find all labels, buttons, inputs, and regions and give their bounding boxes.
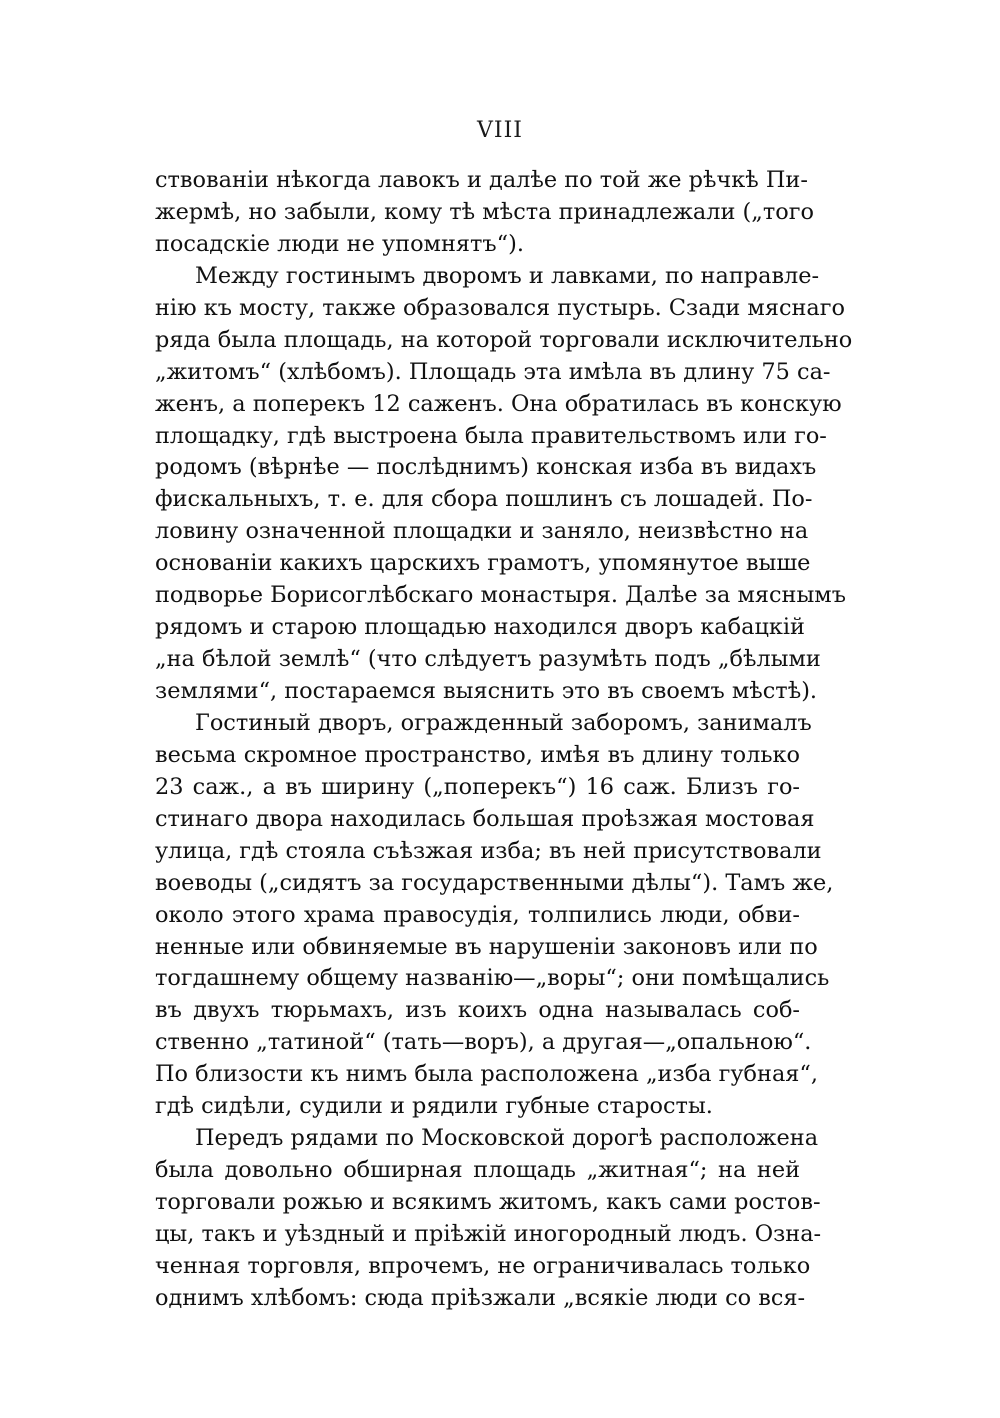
text-line: была довольно обширная площадь „житная“; на ней — [155, 1157, 800, 1184]
text-line: жермѣ, но забыли, кому тѣ мѣста принадлежали („того — [155, 198, 814, 225]
text-line: основаніи какихъ царскихъ грамотъ, упомянутое выше — [155, 550, 811, 577]
text-line: весьма скромное пространство, имѣя въ длину только — [155, 741, 800, 768]
text-line: Передъ рядами по Московской дорогѣ расположена — [195, 1125, 819, 1152]
text-line: ченная торговля, впрочемъ, не ограничивалась только — [155, 1252, 811, 1279]
text-line: рядомъ и старою площадью находился дворъ кабацкій — [155, 614, 805, 641]
text-line: землями“, постараемся выяснить это въ своемъ мѣстѣ). — [155, 678, 818, 704]
text-line: нію къ мосту, также образовался пустырь. Сзади мяснаго — [155, 294, 845, 321]
text-line: около этого храма правосудія, толпились люди, обви- — [155, 901, 800, 928]
text-line: Между гостинымъ дворомъ и лавками, по направле- — [195, 262, 820, 289]
text-line: Гостиный дворъ, огражденный заборомъ, занималъ — [195, 709, 812, 736]
text-line: „житомъ“ (хлѣбомъ). Площадь эта имѣла въ длину 75 са- — [155, 358, 831, 385]
text-line: посадскіе люди не упомнятъ“). — [155, 230, 524, 257]
text-line: улица, гдѣ стояла съѣзжая изба; въ ней присутствовали — [155, 837, 822, 864]
text-line: гдѣ сидѣли, судили и рядили губные старосты. — [155, 1093, 713, 1120]
text-line: однимъ хлѣбомъ: сюда пріѣзжали „всякіе люди со вся- — [155, 1284, 806, 1311]
text-line: воеводы („сидятъ за государственными дѣлы“). Тамъ же, — [155, 869, 834, 896]
text-line: родомъ (вѣрнѣе — послѣднимъ) конская изба въ видахъ — [155, 454, 817, 481]
text-line: По близости къ нимъ была расположена „изба губная“, — [155, 1061, 818, 1088]
text-line: площадку, гдѣ выстроена была правительствомъ или го- — [155, 422, 827, 449]
text-line: ряда была площадь, на которой торговали исключительно — [155, 326, 853, 353]
text-line: ствованіи нѣкогда лавокъ и далѣе по той же рѣчкѣ Пи- — [155, 167, 808, 193]
text-line: женъ, а поперекъ 12 саженъ. Она обратилась въ конскую — [155, 390, 842, 417]
page-number: VIII — [477, 118, 523, 143]
text-line: ственно „татиной“ (тать—воръ), а другая—„опальною“. — [155, 1029, 812, 1056]
text-line: подворье Борисоглѣбскаго монастыря. Далѣе за мяснымъ — [155, 582, 846, 609]
body-text — [155, 165, 853, 1315]
text-line: въ двухъ тюрьмахъ, изъ коихъ одна называлась соб- — [155, 997, 800, 1024]
text-line: тогдашнему общему названію—„воры“; они помѣщались — [155, 965, 830, 992]
text-line: ловину означенной площадки и заняло, неизвѣстно на — [155, 518, 809, 545]
text-line: цы, такъ и уѣздный и пріѣжій иногородный людъ. Озна- — [155, 1220, 822, 1247]
text-line: ненные или обвиняемые въ нарушеніи законовъ или по — [155, 933, 818, 960]
text-line: фискальныхъ, т. е. для сбора пошлинъ съ лошадей. По- — [155, 486, 813, 513]
text-line: „на бѣлой землѣ“ (что слѣдуетъ разумѣть подъ „бѣлыми — [155, 646, 821, 673]
text-line: 23 саж., а въ ширину („поперекъ“) 16 саж. Близъ го- — [155, 773, 800, 800]
text-line: стинаго двора находилась большая проѣзжая мостовая — [155, 805, 815, 832]
text-line: торговали рожью и всякимъ житомъ, какъ сами ростов- — [155, 1189, 821, 1215]
